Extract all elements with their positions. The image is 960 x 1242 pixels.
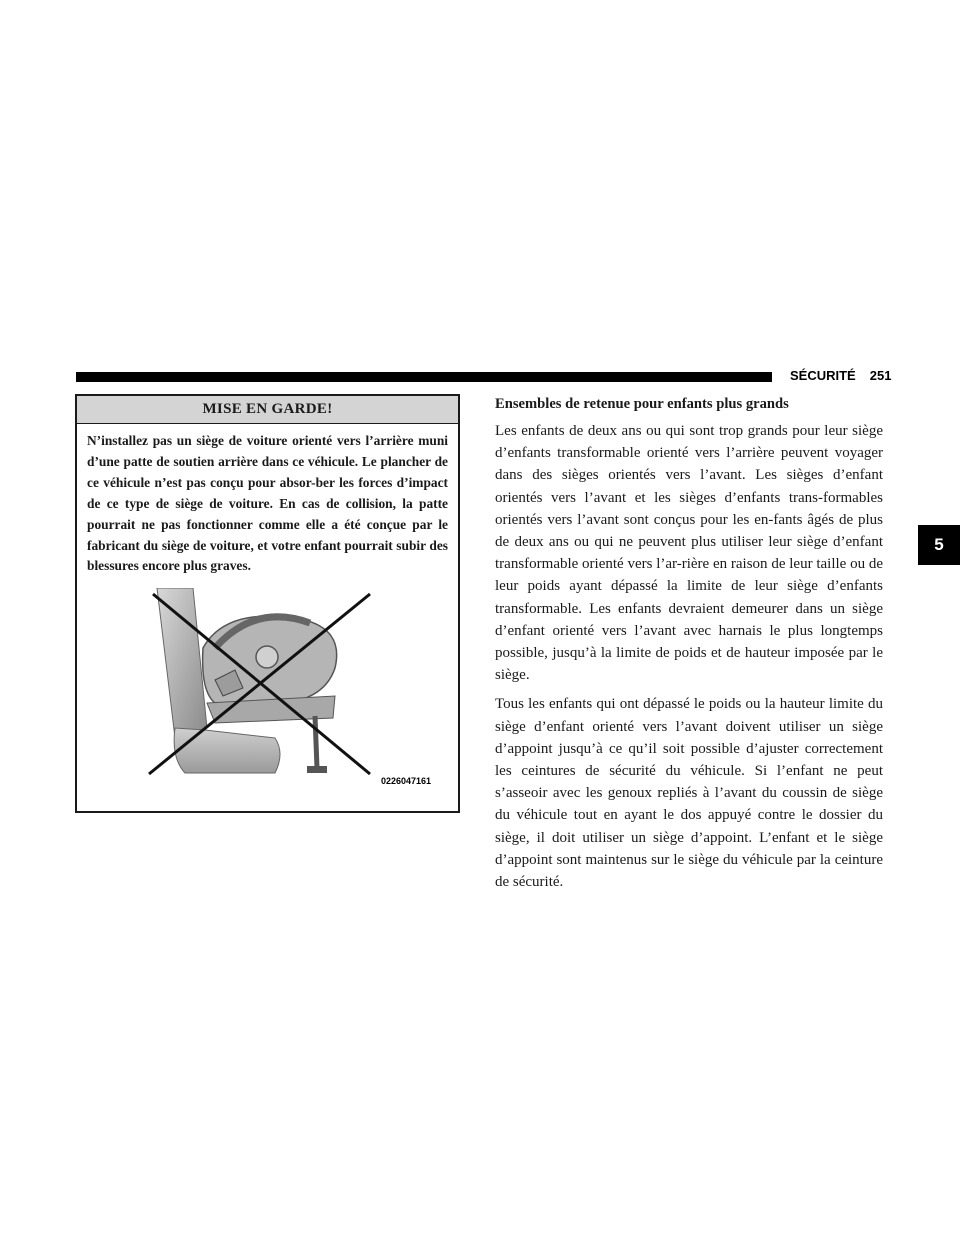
child-seat-pivot — [256, 646, 278, 668]
warning-title: MISE EN GARDE! — [77, 396, 458, 424]
support-leg — [315, 716, 317, 768]
support-leg-foot — [307, 766, 327, 773]
header-rule — [76, 372, 772, 382]
vehicle-seatback — [157, 588, 207, 738]
figure-id: 0226047161 — [381, 776, 432, 786]
warning-body: N’installez pas un siège de voiture orienté vers l’arrière muni d’une patte de soutien arrière dans ce véhicule. Le plancher de ce véhicule n’est pas conçu pour absor-ber les forces d’impact de ce type de siège de voiture. En cas de collision, la patte pourrait ne pas fonctionner comme elle a été conçue par le fabricant du siège de voiture, et votre enfant pourrait subir des blessures encore plus graves. — [87, 433, 448, 574]
section-title: SÉCURITÉ — [790, 368, 856, 383]
main-column — [495, 393, 883, 900]
vehicle-seat-cushion — [174, 728, 280, 773]
chapter-tab: 5 — [918, 525, 960, 565]
page-header — [790, 368, 891, 386]
page-number: 251 — [869, 368, 892, 383]
paragraph: Tous les enfants qui ont dépassé le poids ou la hauteur limite du siège d’enfant orienté vers l’avant doivent utiliser un siège d’appoint jusqu’à ce qu’il soit possible d’ajuster correctement les ceintures de sécurité du véhicule. Si l’enfant ne peut s’asseoir avec les genoux repliés à l’avant du coussin de siège du véhicule tout en ayant le dos appuyé contre le dossier du siège, il doit utiliser un siège d’appoint. L’enfant et le siège d’appoint sont maintenus sur le siège du véhicule par la ceinture de sécurité. — [495, 696, 883, 891]
paragraph: Les enfants de deux ans ou qui sont trop grands pour leur siège d’enfants transformable orienté vers l’arrière peuvent voyager dans des sièges orientés vers l’avant. Les sièges d’enfant orientés vers l’avant et les sièges d’enfants trans-formables orientés vers l’avant sont conçus pour les en-fants âgés de plus de deux ans ou qui ne peuvent plus utiliser leur siège d’enfant transformable orienté vers l’ar-rière en raison de leur taille ou de leur poids ayant dépassé la limite de leur siège d’enfants transformable. Les enfants devraient demeurer dans un siège d’enfant orienté vers l’avant avec harnais le plus longtemps possible, jusqu’à la limite de poids et de hauteur imposée par le siège. — [495, 423, 883, 684]
section-heading: Ensembles de retenue pour enfants plus grands — [495, 396, 789, 412]
rear-facing-seat-illustration — [145, 588, 385, 778]
